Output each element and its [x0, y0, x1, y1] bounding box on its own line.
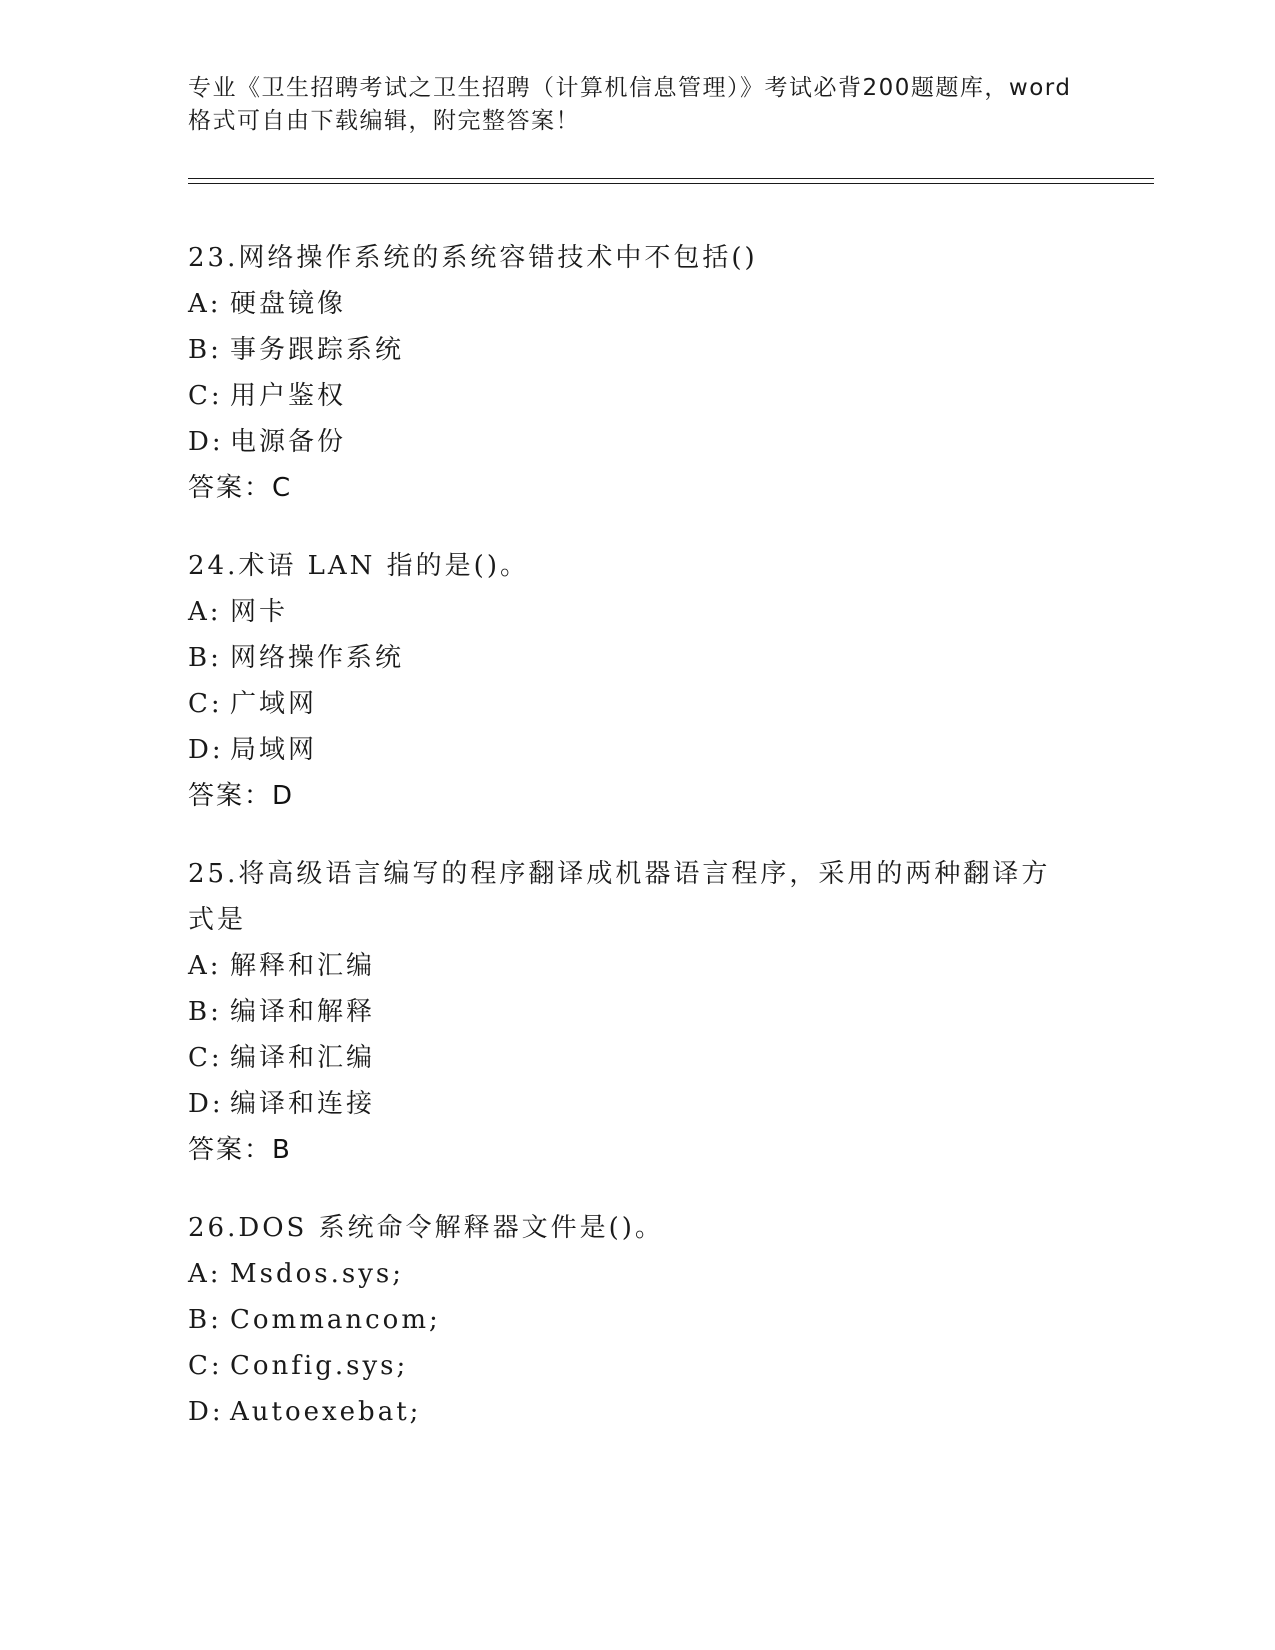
question-23 [188, 235, 1088, 511]
option-text: 事务跟踪系统 [230, 335, 405, 365]
option-key: D: [188, 427, 224, 457]
header-divider-bottom [188, 183, 1154, 184]
option-key: A: [188, 951, 222, 981]
option-key: B: [188, 997, 222, 1027]
option-text: Config.sys; [230, 1351, 409, 1381]
option-text: 编译和解释 [230, 997, 376, 1027]
option-key: D: [188, 1089, 224, 1119]
option-text: 网络操作系统 [230, 643, 405, 673]
option-key: B: [188, 643, 222, 673]
option-c [188, 373, 1088, 419]
option-text: Autoexebat; [230, 1397, 422, 1427]
option-d [188, 1081, 1088, 1127]
option-b [188, 635, 1088, 681]
option-c [188, 1035, 1088, 1081]
option-key: A: [188, 597, 222, 627]
option-key: D: [188, 1397, 224, 1427]
header-line-1: 专业《卫生招聘考试之卫生招聘（计算机信息管理）》考试必背200题题库，word [188, 75, 1072, 101]
option-text: 局域网 [230, 735, 318, 765]
option-text: 用户鉴权 [230, 381, 347, 411]
option-key: C: [188, 1043, 223, 1073]
option-b [188, 327, 1088, 373]
answer-line: 答案：B [188, 1135, 292, 1165]
option-key: C: [188, 1351, 223, 1381]
option-b [188, 1297, 1088, 1343]
option-d [188, 1389, 1088, 1435]
option-a [188, 589, 1088, 635]
option-a [188, 281, 1088, 327]
option-a [188, 943, 1088, 989]
question-25 [188, 851, 1088, 1173]
option-d [188, 727, 1088, 773]
question-stem: 24.术语 LAN 指的是()。 [188, 551, 529, 581]
header-divider-top [188, 178, 1154, 179]
question-26 [188, 1205, 1088, 1435]
option-text: 广域网 [230, 689, 318, 719]
question-stem: 25.将高级语言编写的程序翻译成机器语言程序，采用的两种翻译方式是 [188, 859, 1051, 935]
answer-line: 答案：D [188, 781, 295, 811]
option-text: 编译和汇编 [230, 1043, 376, 1073]
option-a [188, 1251, 1088, 1297]
option-text: 网卡 [230, 597, 289, 627]
option-text: Commancom; [230, 1305, 441, 1335]
header-line-2: 格式可自由下载编辑，附完整答案！ [188, 108, 580, 134]
question-24 [188, 543, 1088, 819]
option-text: 编译和连接 [230, 1089, 376, 1119]
option-text: Msdos.sys; [230, 1259, 405, 1289]
option-c [188, 681, 1088, 727]
option-key: B: [188, 1305, 222, 1335]
option-text: 解释和汇编 [230, 951, 376, 981]
option-key: A: [188, 289, 222, 319]
question-list [188, 235, 1088, 1467]
answer-line: 答案：C [188, 473, 293, 503]
document-header [188, 72, 1108, 138]
option-key: D: [188, 735, 224, 765]
option-key: B: [188, 335, 222, 365]
option-key: C: [188, 381, 223, 411]
option-key: C: [188, 689, 223, 719]
question-stem: 23.网络操作系统的系统容错技术中不包括() [188, 243, 758, 273]
option-text: 电源备份 [230, 427, 347, 457]
option-d [188, 419, 1088, 465]
question-stem: 26.DOS 系统命令解释器文件是()。 [188, 1213, 664, 1243]
option-b [188, 989, 1088, 1035]
option-c [188, 1343, 1088, 1389]
option-key: A: [188, 1259, 222, 1289]
option-text: 硬盘镜像 [230, 289, 347, 319]
